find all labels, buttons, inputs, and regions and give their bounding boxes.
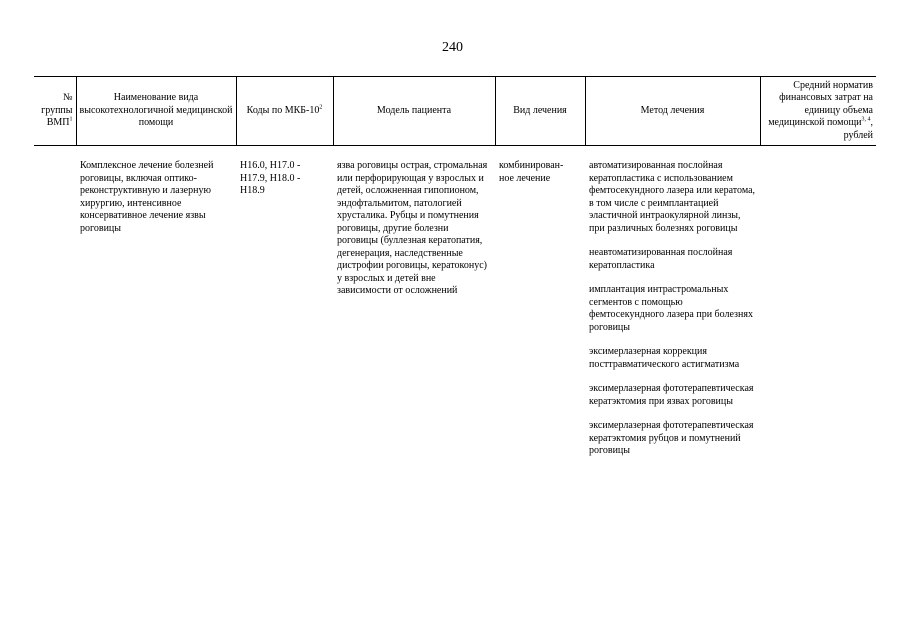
cell-codes: H16.0, H17.0 - H17.9, H18.0 - H18.9 bbox=[240, 160, 301, 196]
header-row bbox=[34, 77, 876, 146]
header-codes: Коды по МКБ-$10^2$ bbox=[236, 77, 333, 146]
header-treatment-type: Вид лечения bbox=[495, 77, 585, 146]
table-row bbox=[34, 146, 876, 470]
header-group: № группы ВМП$^1$ bbox=[34, 77, 76, 146]
cell-group bbox=[34, 146, 76, 470]
cell-name: Комплексное лечение болезней роговицы, включая оптико-реконструктивную и лазерную хирургию, интенсивное консервативное лечение язвы роговицы bbox=[80, 160, 214, 234]
method-item: автоматизированная послойная кератопластика с использованием фемтосекундного лазера или кератома, в том числе с реимплантацией эластичной интраокулярной линзы, при различных болезнях роговицы bbox=[589, 160, 756, 234]
cell-model: язва роговицы острая, стромальная или перфорирующая у взрослых и детей, осложненная гипопионом, эндофтальмитом, патологией хрусталика. Рубцы и помутнения роговицы, другие болезни роговицы (буллезная кератопатия, дегенерация, наследственные дистрофии роговицы, кератоконус) у взрослых и детей вне зависимости от осложнений bbox=[337, 160, 488, 296]
method-item: неавтоматизированная послойная кератопластика bbox=[589, 247, 733, 271]
page-number: 240 bbox=[442, 40, 463, 55]
header-cost: Средний норматив финансовых затрат на единицу объема медицинской помощи$^{3, 4}$, рублей bbox=[760, 77, 876, 146]
vmp-table bbox=[34, 76, 876, 470]
header-method: Метод лечения bbox=[585, 77, 760, 146]
cell-cost bbox=[760, 146, 876, 470]
method-item: имплантация интрастромальных сегментов с помощью фемтосекундного лазера при болезнях роговицы bbox=[589, 284, 753, 333]
header-name: Наименование вида высокотехнологичной медицинской помощи bbox=[76, 77, 236, 146]
header-model: Модель пациента bbox=[333, 77, 495, 146]
cell-treatment-type: комбинирован- ное лечение bbox=[499, 160, 564, 184]
method-item: эксимерлазерная фототерапевтическая кератэктомия при язвах роговицы bbox=[589, 383, 754, 407]
method-item: эксимерлазерная фототерапевтическая кератэктомия рубцов и помутнений роговицы bbox=[589, 420, 754, 456]
cell-methods bbox=[585, 146, 760, 470]
method-item: эксимерлазерная коррекция посттравматического астигматизма bbox=[589, 346, 740, 370]
